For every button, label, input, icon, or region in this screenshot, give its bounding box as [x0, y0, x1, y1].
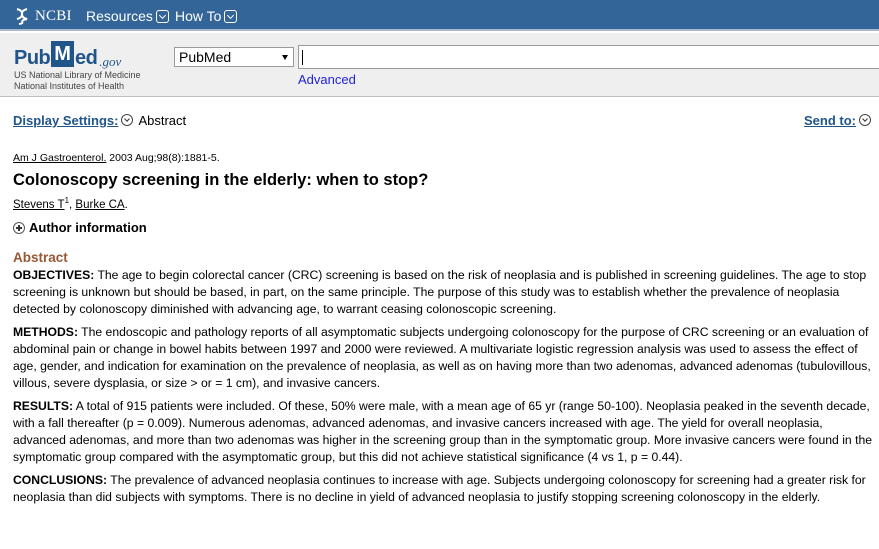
abstract-heading: Abstract — [13, 250, 68, 265]
section-text: The endoscopic and pathology reports of all asymptomatic subjects undergoing colonoscopy for the purpose of CRC screening or an evaluation of abdominal pain or change in bowel habits between 1997 and 2000 were reviewed. A multivariate logistic regression analysis was used to assess the effect of age, gender, and indication for examination on the prevalence of neoplasia, as well as on having more than two adenomas, advanced adenomas (tubulovillous, villous, severe dysplasia, or size > or = 1 cm), and invasive cancers. — [13, 325, 871, 390]
ncbi-logo-text: NCBI — [35, 7, 72, 24]
logo-ed: ed — [74, 47, 98, 69]
ncbi-logo[interactable] — [13, 6, 72, 26]
section-text: A total of 915 patients were included. Of these, 50% were male, with a mean age of 65 yr (range 50-100). Neoplasia peaked in the seventh decade, with a fall thereafter (p = 0.009). Numerous adenomas, advanced adenomas, and invasive cancers increased with age. The yield for overall neoplasia, advanced adenomas, and more than two adenomas was higher in the screening group than in the symptomatic group. More invasive cancers were found in the symptomatic group compared with the asymptomatic group, but this did not achieve statistical significance (4 vs 1, p = 0.44). — [13, 399, 873, 464]
institution-line-2: National Institutes of Health — [14, 81, 125, 91]
author-link[interactable]: Burke CA — [75, 198, 125, 211]
institution-text — [14, 70, 141, 92]
author-affiliation-mark: 1 — [64, 196, 70, 205]
chevron-down-icon[interactable] — [121, 114, 133, 126]
author-end: . — [124, 198, 128, 211]
advanced-search-link[interactable]: Advanced — [298, 72, 356, 87]
citation-details: 2003 Aug;98(8):1881-5. — [106, 152, 220, 164]
pubmed-logo[interactable] — [14, 40, 121, 70]
section-label: CONCLUSIONS: — [13, 473, 108, 487]
chevron-down-icon — [156, 10, 169, 23]
journal-link[interactable]: Am J Gastroenterol. — [13, 152, 107, 164]
dropdown-arrow-icon — [282, 55, 288, 60]
expand-plus-icon — [13, 222, 25, 234]
display-settings-link[interactable]: Display Settings: — [13, 113, 119, 128]
author-information-toggle[interactable] — [13, 220, 147, 235]
abstract-body — [13, 267, 875, 512]
how-to-menu[interactable] — [175, 8, 237, 24]
ncbi-helix-icon — [13, 7, 31, 25]
resources-label: Resources — [86, 8, 153, 24]
search-header — [0, 33, 879, 97]
institution-line-1: US National Library of Medicine — [14, 70, 141, 80]
author-link[interactable]: Stevens T — [13, 198, 65, 211]
logo-gov: .gov — [99, 54, 122, 69]
author-information-label: Author information — [29, 220, 147, 235]
abstract-section-results — [13, 398, 875, 466]
chevron-down-icon — [859, 114, 871, 126]
article-title: Colonoscopy screening in the elderly: when to stop? — [13, 171, 429, 189]
search-input[interactable] — [299, 46, 879, 68]
author-list — [13, 196, 128, 211]
send-to-label: Send to: — [804, 113, 856, 128]
abstract-section-methods — [13, 324, 875, 392]
section-label: METHODS: — [13, 325, 78, 339]
citation — [13, 152, 220, 164]
section-label: OBJECTIVES: — [13, 268, 95, 282]
ncbi-top-bar — [0, 0, 879, 31]
chevron-down-icon — [224, 10, 237, 23]
database-select[interactable] — [174, 47, 294, 67]
display-format: Abstract — [138, 113, 187, 128]
resources-menu[interactable] — [86, 8, 169, 24]
logo-m: M — [51, 41, 74, 67]
section-text: The prevalence of advanced neoplasia continues to increase with age. Subjects undergoing colonoscopy for screening had a greater risk for neoplasia than did subjects with symptoms. There is no decline in yield of advanced neoplasia to justify stopping screening colonoscopy in the elderly. — [13, 473, 866, 504]
how-to-label: How To — [175, 8, 222, 24]
section-label: RESULTS: — [13, 399, 74, 413]
section-text: The age to begin colorectal cancer (CRC) screening is based on the risk of neoplasia and is published in screening guidelines. The age to stop screening is unknown but should be based, in part, on the same principle. The purpose of this study was to establish whether the prevalence of neoplasia detected by colonoscopy diminished with advancing age, to warrant ceasing colonoscopic screening. — [13, 268, 867, 316]
logo-pub: Pub — [14, 47, 51, 69]
send-to-menu[interactable] — [804, 113, 871, 128]
database-selected-value: PubMed — [179, 49, 232, 65]
abstract-section-objectives — [13, 267, 875, 318]
author-separator: , — [69, 198, 76, 211]
display-settings-row — [13, 113, 871, 131]
search-box[interactable] — [298, 45, 879, 69]
abstract-section-conclusions — [13, 472, 875, 506]
